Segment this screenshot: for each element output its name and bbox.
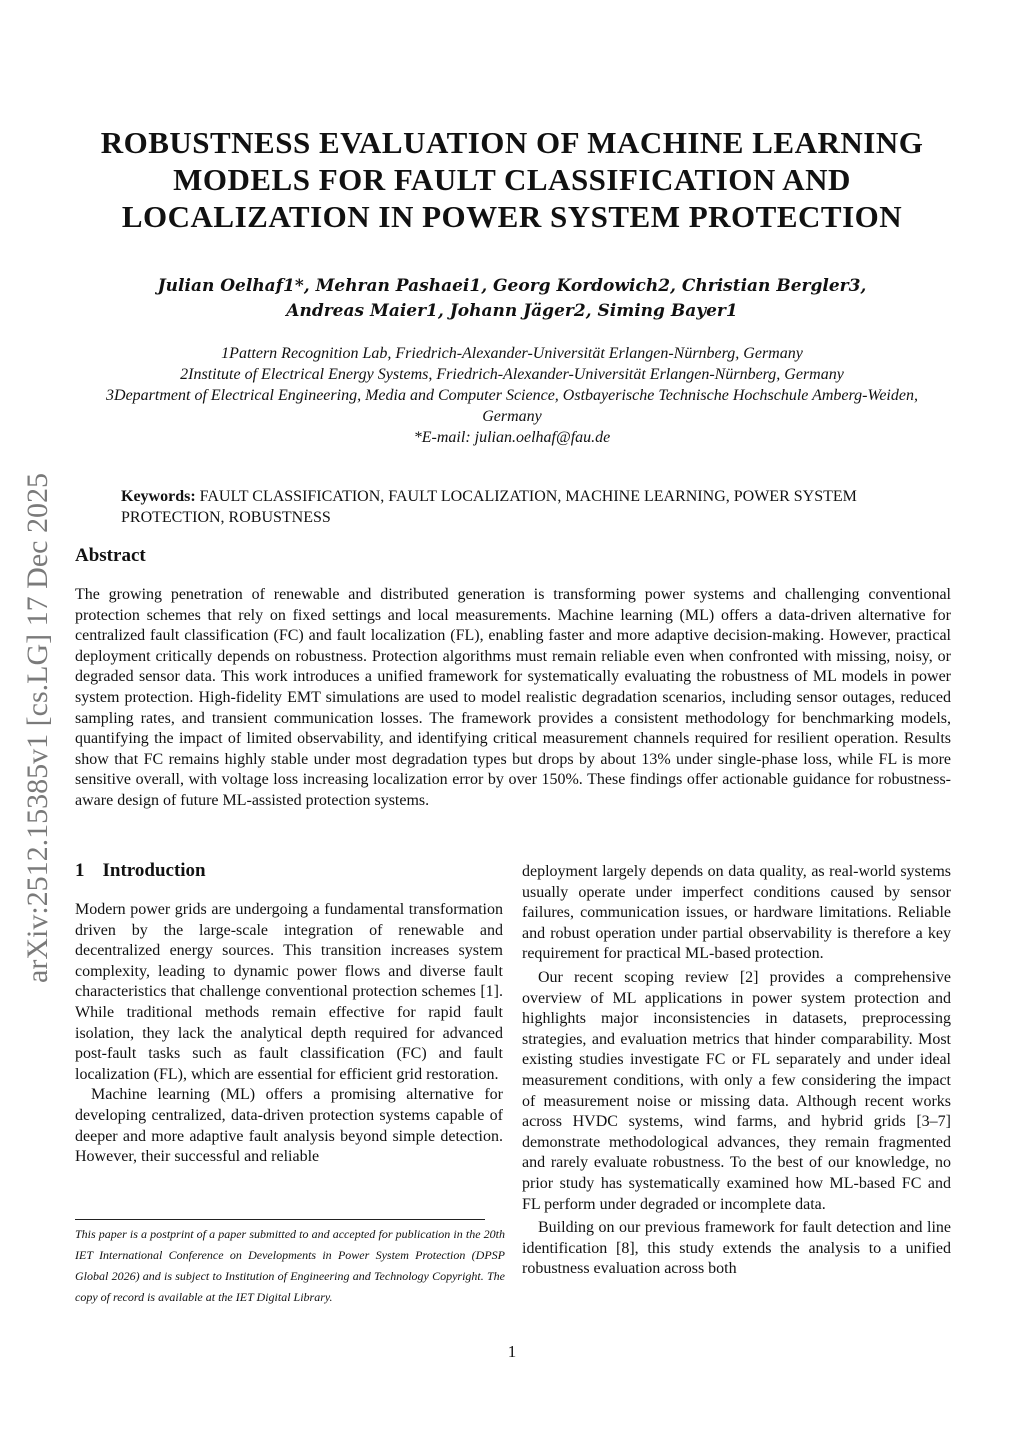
abstract-body: The growing penetration of renewable and distributed generation is transforming power systems and challenging conventional protection schemes that rely on fixed settings and local measurements. Machine learning (ML) offers a data-driven alternative for centralized fault classification (FC) and fault localization (FL), enabling faster and more adaptive decision-making. However, practical deployment critically depends on robustness. Protection algorithms must remain reliable even when confronted with missing, noisy, or degraded sensor data. This work introduces a unified framework for systematically evaluating the robustness of ML models in power system protection. High-fidelity EMT simulations are used to model realistic degradation scenarios, including sensor outages, reduced sampling rates, and transient communication losses. The framework provides a consistent methodology for benchmarking models, quantifying the impact of limited observability, and identifying critical measurement channels required for resilient operation. Results show that FC remains highly stable under most degradation types but drops by about 13% under single-phase loss, while FL is more sensitive overall, with voltage loss increasing localization error by over 150%. These findings offer actionable guidance for robustness-aware design of future ML-assisted protection systems.	[75, 586, 951, 809]
left-column	[75, 900, 503, 1168]
section-title: Introduction	[102, 860, 206, 881]
keywords	[121, 486, 907, 528]
affiliation-3: 3Department of Electrical Engineering, Media and Computer Science, Ostbayerische Technische Hochschule Amberg-Weiden, Germany	[106, 387, 918, 425]
intro-paragraph-3: deployment largely depends on data quality, as real-world systems usually operate under imperfect conditions caused by sensor failures, communication issues, or hardware limitations. Reliable and robust operation under partial observability is therefore a key requirement for practical ML-based protection.	[522, 863, 951, 963]
affiliation-2: 2Institute of Electrical Energy Systems, Friedrich-Alexander-Universität Erlangen-Nürnberg, Germany	[180, 366, 844, 383]
arxiv-id: arXiv:2512.15385v1 [cs.LG] 17 Dec 2025	[21, 473, 54, 983]
footnote: This paper is a postprint of a paper submitted to and accepted for publication in the 20th IET International Conference on Developments in Power System Protection (DPSP Global 2026) and is subject to Institution of Engineering and Technology Copyright. The copy of record is available at the IET Digital Library.	[75, 1227, 505, 1304]
keywords-text: FAULT CLASSIFICATION, FAULT LOCALIZATION, MACHINE LEARNING, POWER SYSTEM PROTECTION, ROBUSTNESS	[121, 488, 857, 526]
author-list	[100, 274, 924, 324]
intro-paragraph-2: Machine learning (ML) offers a promising alternative for developing centralized, data-driven protection systems capable of deeper and more adaptive fault analysis beyond simple detection. However, their successful and reliable	[75, 1086, 503, 1166]
intro-paragraph-1: Modern power grids are undergoing a fundamental transformation driven by the large-scale integration of renewable and decentralized energy sources. This transition increases system complexity, leading to dynamic power flows and diverse fault characteristics that challenge conventional protection schemes [1]. While traditional methods remain effective for rapid fault isolation, they lack the analytical depth required for advanced post-fault tasks such as fault classification (FC) and fault localization (FL), which are essential for efficient grid restoration.	[75, 901, 503, 1083]
abstract-heading: Abstract	[75, 545, 146, 566]
paper-title: ROBUSTNESS EVALUATION OF MACHINE LEARNING MODELS FOR FAULT CLASSIFICATION AND LOCALIZATION IN POWER SYSTEM PROTECTION	[100, 125, 924, 234]
affiliations	[100, 343, 924, 448]
intro-paragraph-4: Our recent scoping review [2] provides a comprehensive overview of ML applications in power system protection and highlights major inconsistencies in datasets, preprocessing strategies, and evaluation metrics that hinder comparability. Most existing studies investigate FC or FL separately and under ideal measurement conditions, with only a few considering the impact of measurement noise or missing data. Although recent works across HVDC systems, wind farms, and hybrid grids [3–7] demonstrate methodological advances, they remain fragmented and rarely evaluate robustness. To the best of our knowledge, no prior study has systematically examined how ML-based FC and FL perform under degraded or incomplete data.	[522, 968, 951, 1213]
arxiv-sidebar	[14, 428, 62, 1028]
authors-line-1: Julian Oelhaf1*, Mehran Pashaei1, Georg Kordowich2, Christian Bergler3,	[157, 276, 867, 296]
right-column	[522, 862, 951, 1280]
page-number: 1	[507, 1342, 517, 1361]
authors-line-2: Andreas Maier1, Johann Jäger2, Siming Bayer1	[286, 301, 738, 321]
intro-paragraph-5: Building on our previous framework for fault detection and line identification [8], this study extends the analysis to a unified robustness evaluation across both	[522, 1219, 951, 1278]
section-number: 1	[75, 860, 85, 881]
section-heading	[75, 860, 206, 882]
affiliation-1: 1Pattern Recognition Lab, Friedrich-Alexander-Universität Erlangen-Nürnberg, Germany	[221, 345, 803, 362]
keywords-label: Keywords:	[121, 488, 196, 505]
contact-email: *E-mail: julian.oelhaf@fau.de	[413, 429, 611, 446]
footnote-rule	[75, 1219, 485, 1220]
